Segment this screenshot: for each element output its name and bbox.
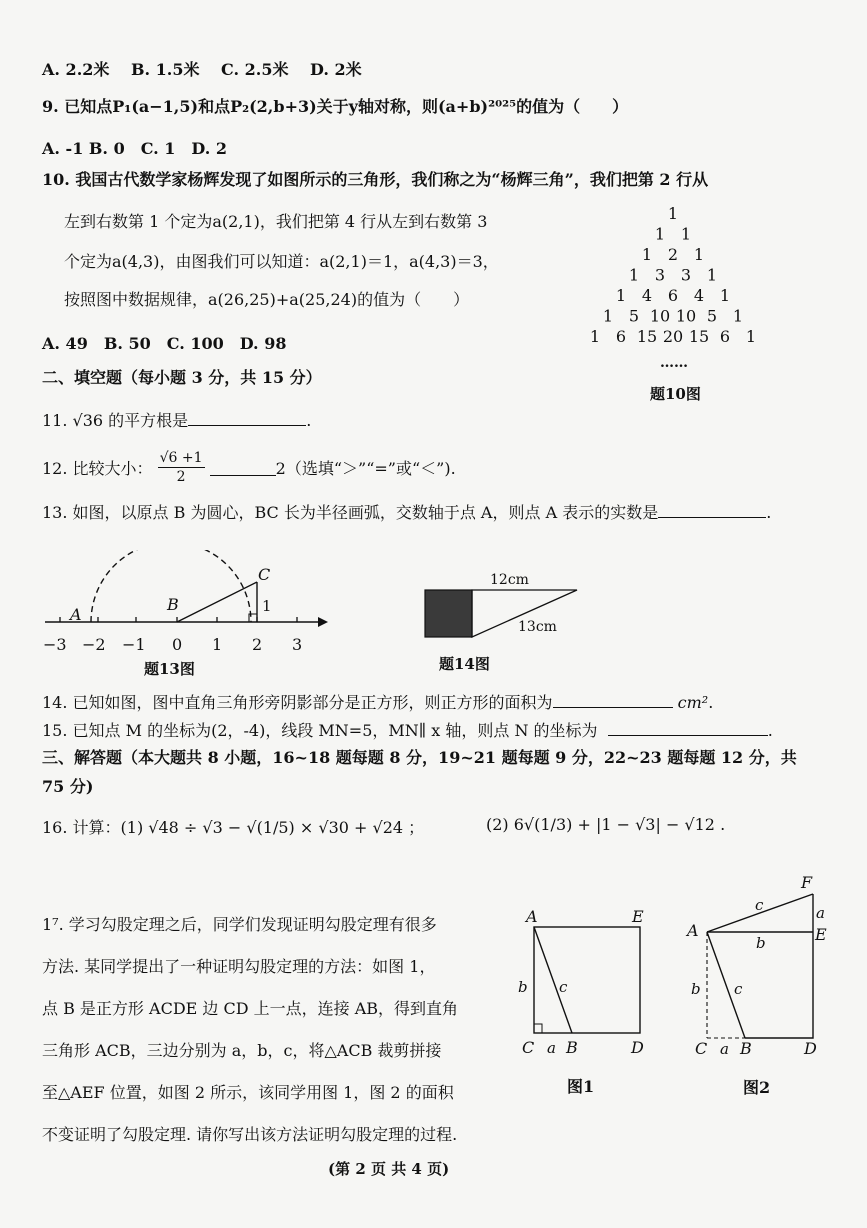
tick-label-0: 0 xyxy=(172,635,183,654)
q11-end: . xyxy=(306,411,312,430)
yanghui-number: 2 xyxy=(667,245,679,264)
q14-answer-blank[interactable] xyxy=(553,691,673,708)
fig2-label-c-top: c xyxy=(755,896,764,914)
q17-line1: 1⁷. 学习勾股定理之后，同学们发现证明勾股定理有很多 xyxy=(42,915,437,934)
q16-part2: (2) 6√(1/3) + |1 − √3| − √12 . xyxy=(486,815,726,834)
q13 xyxy=(42,500,771,523)
yanghui-number: 6 xyxy=(667,286,679,305)
page-footer: (第 2 页 共 4 页) xyxy=(328,1160,450,1178)
q12-fraction xyxy=(158,449,205,486)
point-label-A: A xyxy=(70,605,82,624)
q14-end: . xyxy=(708,693,714,712)
yanghui-number: 1 xyxy=(589,327,601,346)
segment-BC xyxy=(177,582,257,622)
yanghui-number: 1 xyxy=(667,204,679,223)
yanghui-rows xyxy=(590,204,756,346)
yanghui-number: 3 xyxy=(680,265,692,285)
q10-line3: 个定为a(4,3)，由图我们可以知道：a(2,1)＝1，a(4,3)＝3， xyxy=(64,252,499,271)
yanghui-number: 1 xyxy=(719,286,731,305)
q11 xyxy=(42,408,311,431)
fig2-label-c-mid: c xyxy=(734,980,743,998)
yanghui-number: 1 xyxy=(615,286,627,305)
tick-label-2: 2 xyxy=(252,635,263,654)
yanghui-number: 20 xyxy=(662,327,684,346)
length-label-1: 1 xyxy=(262,597,272,615)
yanghui-number: 15 xyxy=(688,327,710,346)
q9-stem: 9. 已知点P₁(a−1,5)和点P₂(2,b+3)关于y轴对称，则(a+b)²⁰²⁵的值为（ ） xyxy=(42,97,629,116)
yanghui-number: 1 xyxy=(706,265,718,285)
tick-label-neg3: −3 xyxy=(43,635,67,654)
figure10-caption: 题10图 xyxy=(650,385,701,403)
yanghui-number: 10 xyxy=(675,306,697,326)
yanghui-number: 6 xyxy=(719,327,731,346)
q13-text: 13. 如图，以原点 B 为圆心，BC 长为半径画弧，交数轴于点 A，则点 A 表示的实数是 xyxy=(42,503,659,522)
q15-answer-blank[interactable] xyxy=(608,719,768,736)
q17-line2: 方法. 某同学提出了一种证明勾股定理的方法：如图 1， xyxy=(42,957,436,976)
q10-line2: 左到右数第 1 个定为a(2,1)，我们把第 4 行从左到右数第 3 xyxy=(64,212,488,231)
q10-line1: 10. 我国古代数学家杨辉发现了如图所示的三角形，我们称之为“杨辉三角”，我们把第 2 行从 xyxy=(42,170,709,189)
label-13cm: 13cm xyxy=(518,619,557,635)
point-label-B: B xyxy=(167,595,179,614)
square-triangle-figure xyxy=(415,565,585,675)
q17-line6: 不变证明了勾股定理. 请你写出该方法证明勾股定理的过程. xyxy=(42,1125,458,1144)
fig2-label-E: E xyxy=(815,925,827,944)
q17-line3: 点 B 是正方形 ACDE 边 CD 上一点，连接 AB，得到直角 xyxy=(42,999,459,1018)
yanghui-number: 6 xyxy=(615,327,627,346)
q10-line4: 按照图中数据规律，a(26,25)+a(25,24)的值为（ ） xyxy=(64,290,470,309)
fig1-label-E: E xyxy=(632,907,644,926)
yanghui-ellipsis: …… xyxy=(660,355,688,371)
q17-text xyxy=(42,904,458,1156)
fig1-label-b: b xyxy=(518,978,528,996)
fig1-caption: 图1 xyxy=(567,1077,595,1096)
q12-denominator: 2 xyxy=(176,469,186,485)
yanghui-number: 1 xyxy=(602,306,614,326)
yanghui-number: 1 xyxy=(680,224,692,244)
q8-options: A. 2.2米 B. 1.5米 C. 2.5米 D. 2米 xyxy=(42,60,362,79)
q12-tail: 2（选填“＞”“=”或“＜”). xyxy=(275,459,456,478)
point-label-C: C xyxy=(258,565,271,584)
q9-options: A. -1 B. 0 C. 1 D. 2 xyxy=(42,139,228,158)
yanghui-number: 5 xyxy=(706,306,718,326)
yanghui-number: 15 xyxy=(636,327,658,346)
q17-line5: 至△AEF 位置，如图 2 所示，该同学用图 1，图 2 的面积 xyxy=(42,1083,454,1102)
figure2 xyxy=(685,868,855,1103)
section3-title-line1: 三、解答题（本大题共 8 小题，16~18 题每题 8 分，19~21 题每题 9 分，22~23 题每题 12 分，共 xyxy=(42,748,797,767)
q12-text: 12. 比较大小： xyxy=(42,459,153,478)
fig2-label-b-mid: b xyxy=(756,934,766,952)
tick-label-neg1: −1 xyxy=(122,635,146,654)
fig2-label-A: A xyxy=(687,921,699,940)
section3-title-line2: 75 分) xyxy=(42,777,94,796)
fig1-label-A: A xyxy=(526,907,538,926)
fig2-label-B: B xyxy=(740,1039,752,1058)
yanghui-number: 4 xyxy=(693,286,705,305)
q16-part1: 16. 计算：(1) √48 ÷ √3 − √(1/5) × √30 + √24 ； xyxy=(42,818,425,837)
square-ACDE xyxy=(534,927,640,1033)
label-12cm: 12cm xyxy=(490,572,529,588)
fig1-label-B: B xyxy=(566,1038,578,1057)
section2-title: 二、填空题（每小题 3 分，共 15 分） xyxy=(42,368,322,387)
q12-answer-blank[interactable] xyxy=(210,459,276,476)
fig2-label-b-left: b xyxy=(691,980,701,998)
q11-answer-blank[interactable] xyxy=(188,409,306,426)
yanghui-number: 4 xyxy=(641,286,653,305)
yanghui-number: 1 xyxy=(745,327,757,346)
q14-text: 14. 已知如图，图中直角三角形旁阴影部分是正方形，则正方形的面积为 xyxy=(42,693,553,712)
right-angle-mark-C xyxy=(534,1024,542,1033)
yanghui-number: 5 xyxy=(628,306,640,326)
q14-unit: cm² xyxy=(677,693,709,712)
fig1-label-D: D xyxy=(631,1038,644,1057)
q15-end: . xyxy=(767,721,773,740)
q10-options: A. 49 B. 50 C. 100 D. 98 xyxy=(42,334,287,353)
q12 xyxy=(42,449,456,486)
fig2-label-C: C xyxy=(695,1039,708,1058)
fig2-label-a-side: a xyxy=(816,904,825,922)
yanghui-number: 1 xyxy=(693,245,705,264)
q15-text: 15. 已知点 M 的坐标为(2，-4)，线段 MN=5，MN∥ x 轴，则点 N 的坐标为 xyxy=(42,721,598,740)
figure1 xyxy=(512,900,662,1100)
figure13-caption: 题13图 xyxy=(144,660,195,678)
yanghui-number: 1 xyxy=(732,306,744,326)
fig2-caption: 图2 xyxy=(743,1078,771,1097)
q17-line4: 三角形 ACB，三边分别为 a，b，c，将△ACB 裁剪拼接 xyxy=(42,1041,442,1060)
q11-text: 11. √36 的平方根是 xyxy=(42,411,189,430)
q12-numerator: √6 +1 xyxy=(159,450,203,466)
yanghui-number: 1 xyxy=(628,265,640,285)
figure14-caption: 题14图 xyxy=(439,655,490,673)
yanghui-triangle-figure xyxy=(505,195,845,410)
tick-label-3: 3 xyxy=(292,635,303,654)
tick-label-1: 1 xyxy=(212,635,223,654)
axis-arrow xyxy=(318,617,328,627)
q14 xyxy=(42,690,713,713)
fig2-label-a-bottom: a xyxy=(720,1040,729,1058)
q13-end: . xyxy=(766,503,772,522)
shaded-square xyxy=(425,590,472,637)
number-line-figure xyxy=(40,550,330,685)
tick-label-neg2: −2 xyxy=(82,635,106,654)
fig1-label-C: C xyxy=(522,1038,535,1057)
yanghui-number: 3 xyxy=(654,265,666,285)
fig1-label-c: c xyxy=(559,978,568,996)
yanghui-number: 1 xyxy=(654,224,666,244)
yanghui-number: 1 xyxy=(641,245,653,264)
fig2-label-D: D xyxy=(804,1039,817,1058)
q13-answer-blank[interactable] xyxy=(658,501,766,518)
fig2-label-F: F xyxy=(801,873,813,892)
fig1-label-a: a xyxy=(547,1039,556,1057)
yanghui-number: 10 xyxy=(649,306,671,326)
q15 xyxy=(42,718,773,741)
